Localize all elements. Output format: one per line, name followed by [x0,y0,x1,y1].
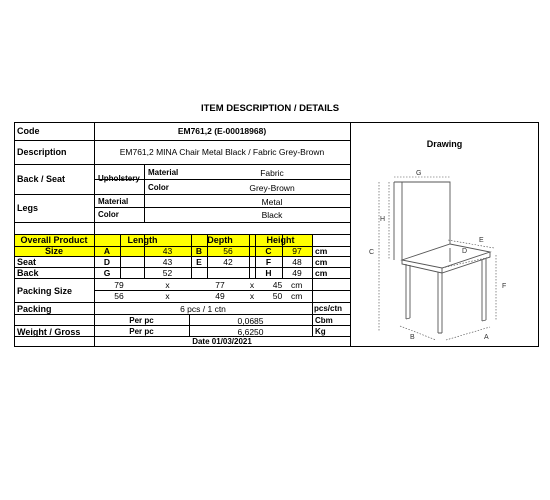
chair-line-drawing [350,122,539,347]
packing-size-r1-b: 77 [215,280,225,290]
seat-label: Seat [17,257,37,267]
seat-unit: cm [315,257,328,267]
overall-unit: cm [315,246,328,256]
height-label: Height [266,235,295,245]
dim-d-value: 43 [162,257,173,267]
dim-b-value: 56 [223,246,233,256]
packing-size-r1-c: 45 [272,280,283,290]
packing-size-r2-unit: cm [291,291,303,301]
back-seat-label: Back / Seat [17,174,66,184]
legs-material-label: Material [98,197,129,206]
dim-h-value: 49 [292,268,302,278]
date-stamp: Date 01/03/2021 [192,337,252,346]
back-label: Back [17,268,39,278]
packing-value: 6 pcs / 1 ctn [180,304,226,314]
packing-size-r2-c: 50 [272,291,283,301]
dim-f-value: 48 [292,257,302,267]
dim-g-letter: G [103,268,111,278]
dimension-letter-c: C [369,249,375,256]
legs-color-value: Black [261,210,283,220]
packing-size-label: Packing Size [17,286,73,296]
back-seat-color-label: Color [148,183,169,192]
dim-d-letter: D [103,257,111,267]
dimension-letter-f: F [502,283,507,290]
packing-unit: pcs/ctn [314,304,343,313]
back-seat-material-value: Fabric [260,168,284,178]
length-label: Length [127,235,158,245]
description-value: EM761,2 MINA Chair Metal Black / Fabric Grey-Brown [119,147,325,157]
packing-size-r2-x2: x [249,291,255,301]
volume-per-pc-label: Per pc [129,316,154,325]
dimension-letter-d: D [462,248,468,255]
dim-g-value: 52 [162,268,173,278]
upholstery-label: Upholstery [98,174,140,183]
overall-size-label-line2: Size [44,246,63,256]
dim-e-letter: E [196,257,202,267]
dimension-letter-a: A [484,334,489,341]
dimension-letter-g: G [416,170,422,177]
chair-drawing [350,122,539,347]
legs-material-value: Metal [261,197,283,207]
code-label: Code [17,126,40,136]
dim-f-letter: F [265,257,272,267]
packing-label: Packing [17,304,52,314]
packing-size-r1-unit: cm [291,280,303,290]
packing-size-r1-a: 79 [114,280,124,290]
dimension-letter-h: H [380,216,386,223]
dimension-letter-e: E [479,237,484,244]
legs-label: Legs [17,203,39,213]
back-seat-material-label: Material [148,168,179,177]
packing-size-r2-a: 56 [114,291,124,301]
dim-e-value: 42 [223,257,233,267]
dim-h-letter: H [265,268,272,278]
depth-label: Depth [207,235,233,245]
dim-c-value: 97 [292,246,302,256]
packing-size-r1-x2: x [249,280,255,290]
dim-a-value: 43 [162,246,173,256]
packing-size-r1-x1: x [165,280,170,290]
dimension-letter-b: B [410,334,415,341]
volume-unit: Cbm [315,316,333,325]
code-value: EM761,2 (E-00018968) [177,126,267,136]
description-label: Description [17,147,67,157]
overall-size-label-line1: Overall Product [20,235,88,245]
drawing-label: Drawing [426,139,463,149]
packing-size-r2-b: 49 [215,291,225,301]
back-unit: cm [315,268,328,278]
item-details-sheet [14,122,539,364]
volume-value: 0,0685 [237,316,264,326]
weight-value: 6,6250 [237,327,264,337]
packing-size-r2-x1: x [165,291,170,301]
dim-a-letter: A [103,246,111,256]
dim-c-letter: C [265,246,272,256]
legs-color-label: Color [98,210,119,219]
dim-b-letter: B [195,246,203,256]
weight-label: Weight / Gross [17,327,81,337]
weight-per-pc-label: Per pc [129,327,154,336]
back-seat-color-value: Grey-Brown [249,183,295,193]
page-title: ITEM DESCRIPTION / DETAILS [200,103,340,114]
weight-unit: Kg [315,327,326,336]
